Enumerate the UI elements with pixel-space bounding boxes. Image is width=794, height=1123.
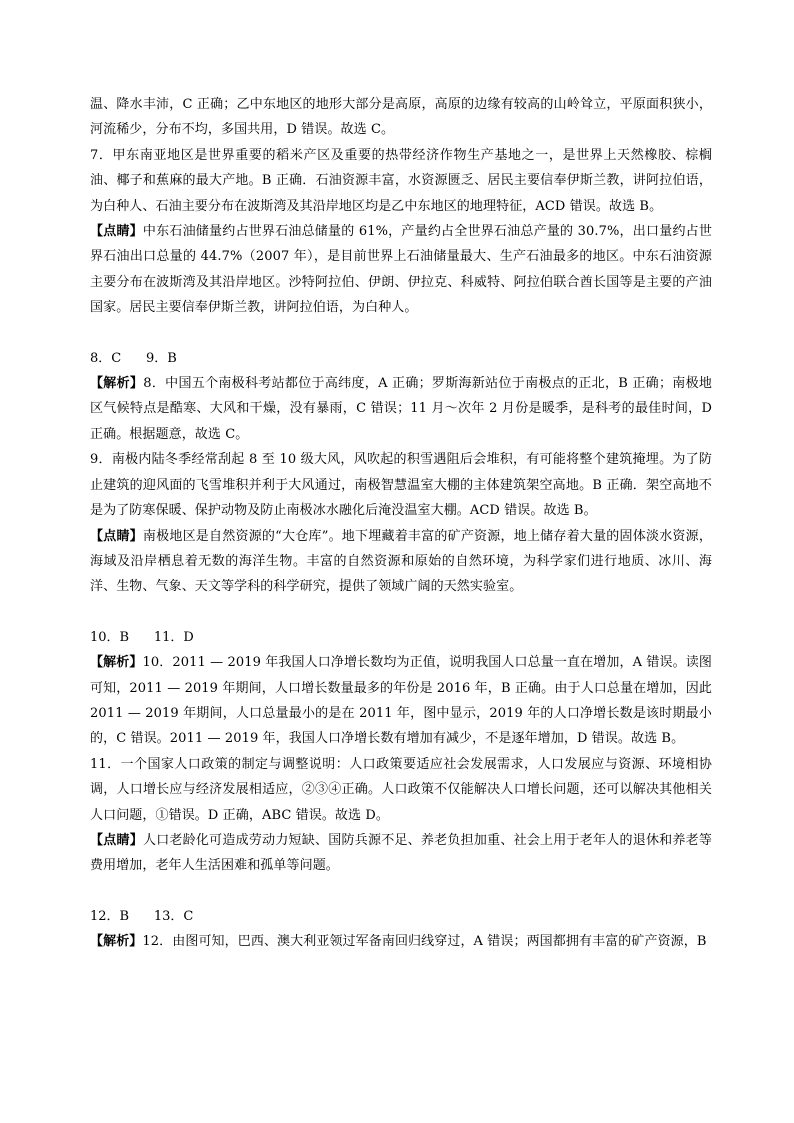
paragraph-analysis-q8	[90, 371, 712, 447]
paragraph-analysis-q10	[90, 650, 712, 752]
paragraph-q11-explanation: 11．一个国家人口政策的制定与调整说明：人口政策要适应社会发展需求，人口发展应与资源、环境相协调，人口增长应与经济发展相适应，②③④正确。人口政策不仅能解决人口增长问题，还可以解决其他相关人口问题，①错误。D 正确，ABC 错误。故选 D。	[90, 756, 712, 823]
analysis-tag: 【解析】	[90, 376, 144, 392]
paragraph-q7-explanation: 7．甲东南亚地区是世界重要的稻米产区及重要的热带经济作物生产基地之一，是世界上天然橡胶、棕榈油、椰子和蕉麻的最大产地。B 正确．石油资源丰富，水资源匮乏、居民主要信奉伊斯兰教，讲阿拉伯语，为白种人、石油主要分布在波斯湾及其沿岸地区均是乙中东地区的地理特征，ACD 错误。故选 B。	[90, 147, 712, 214]
note-tag: 【点睛】	[90, 224, 143, 240]
section-gap	[90, 600, 712, 625]
answer-line-12-13: 12．B 13．C	[90, 908, 194, 924]
note-text: 人口老龄化可造成劳动力短缺、国防兵源不足、养老负担加重、社会上用于老年人的退休和养老等费用增加，老年人生活困难和孤单等问题。	[90, 832, 712, 874]
section-gap	[90, 321, 712, 346]
paragraph-q9-explanation: 9．南极内陆冬季经常刮起 8 至 10 级大风，风吹起的积雪遇阻后会堆积，有可能将整个建筑掩埋。为了防止建筑的迎风面的飞雪堆积并利于大风通过，南极智慧温室大棚的主体建筑架空高地。B 正确．架空高地不是为了防寒保暖、保护动物及防止南极冰水融化后淹没温室大棚。ACD 错误。故选 B。	[90, 452, 712, 519]
analysis-text: 8．中国五个南极科考站都位于高纬度，A 正确；罗斯海新站位于南极点的正北，B 正确；南极地区气候特点是酷寒、大风和干燥，没有暴雨，C 错误；11 月～次年 2 月份是暖季，是科考的最佳时间，D 正确。根据题意，故选 C。	[90, 376, 713, 442]
analysis-text: 12．由图可知，巴西、澳大利亚领过军备南回归线穿过，A 错误；两国都拥有丰富的矿产资源，B	[142, 934, 707, 950]
note-text: 南极地区是自然资源的“大仓库”。地下埋藏着丰富的矿产资源，地上储存着大量的固体淡水资源，海域及沿岸栖息着无数的海洋生物。丰富的自然资源和原始的自然环境，为科学家们进行地质、冰川、海洋、生物、气象、天文等学科的科学研究，提供了领域广阔的天然实验室。	[90, 528, 712, 595]
analysis-text: 10．2011 — 2019 年我国人口净增长数均为正值，说明我国人口总量一直在增加，A 错误。读图可知，2011 — 2019 年期间，人口增长数量最多的年份是 2016 年，B 正确。由于人口总量在增加，因此 2011 — 2019 年期间，人口总量最小的是在 2011 年，图中显示，2019 年的人口净增长数是该时期最小的，C 错误。2011 — 2019 年，我国人口净增长数有增加有减少，不是逐年增加，D 错误。故选 B。	[90, 655, 712, 747]
answer-line-10-11: 10．B 11．D	[90, 629, 194, 645]
paragraph-analysis-q12	[90, 929, 712, 954]
note-tag: 【点睛】	[90, 528, 143, 544]
note-tag: 【点睛】	[90, 832, 143, 848]
paragraph-note-mideast-oil	[90, 219, 712, 321]
analysis-tag: 【解析】	[90, 934, 143, 950]
paragraph-note-antarctica	[90, 524, 712, 600]
document-page	[90, 92, 712, 955]
paragraph-note-aging	[90, 828, 712, 879]
paragraph-q6-continuation: 温、降水丰沛，C 正确；乙中东地区的地形大部分是高原，高原的边缘有较高的山岭耸立，平原面积狭小，河流稀少，分布不均，多国共用，D 错误。故选 C。	[90, 97, 712, 138]
analysis-tag: 【解析】	[90, 655, 143, 671]
note-text: 中东石油储量约占世界石油总储量的 61%，产量约占全世界石油总产量的 30.7%，出口量约占世界石油出口总量的 44.7%（2007 年），是目前世界上石油储量最大、生产石油最多的地区。中东石油资源主要分布在波斯湾及其沿岸地区。沙特阿拉伯、伊朗、伊拉克、科威特、阿拉伯联合酋长国等是主要的产油国家。居民主要信奉伊斯兰教，讲阿拉伯语，为白种人。	[90, 224, 712, 316]
answer-line-8-9: 8．C 9．B	[90, 350, 177, 366]
section-gap	[90, 879, 712, 904]
